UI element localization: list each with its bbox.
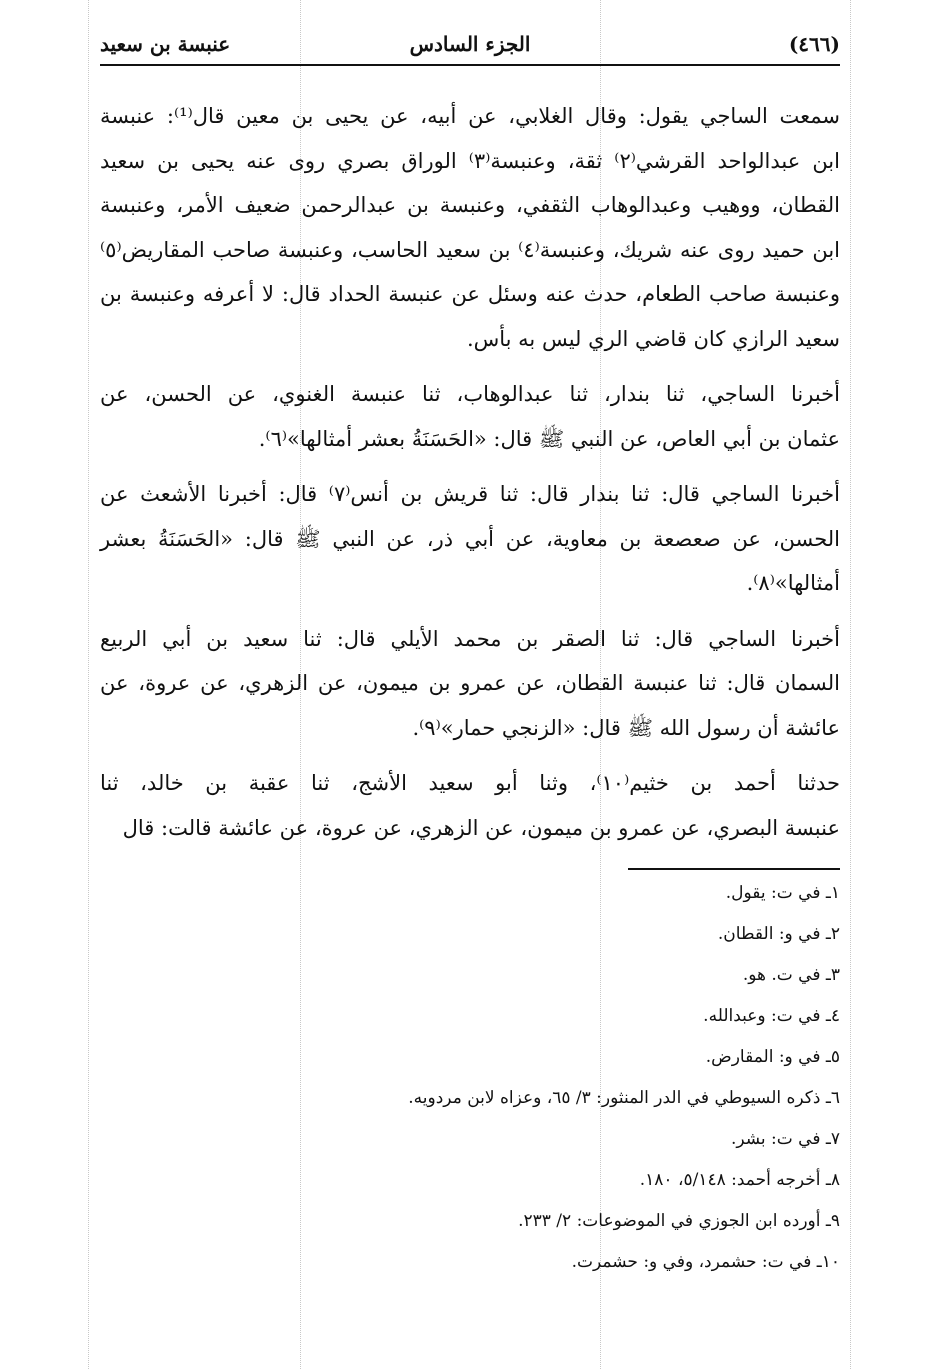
text-line: ابن حميد روى عنه شريك، وعنبسة⁽٤⁾ بن سعيد الحاسب، وعنبسة صاحب المقاريض⁽٥⁾ (100, 237, 840, 262)
footnote: ٦ـ ذكره السيوطي في الدر المنثور: ٣/ ٦٥، وعزاه لابن مردويه. (408, 1088, 840, 1108)
text-line: حدثنا أحمد بن خثيم⁽١٠⁾، وثنا أبو سعيد الأشج، ثنا عقبة بن خالد، ثنا (100, 771, 840, 795)
footnotes (100, 882, 840, 1274)
text-line: عنبسة البصري، عن عمرو بن ميمون، عن الزهري، عن عروة، عن عائشة قالت: قال (122, 815, 840, 840)
text-line: سمعت الساجي يقول: وقال الغلابي، عن أبيه، عن يحيى بن معين قال⁽¹⁾: عنبسة (100, 104, 841, 128)
text-line: عثمان بن أبي العاص، عن النبي ﷺ قال: «الحَسَنَةُ بعشر أمثالها»⁽٦⁾. (258, 426, 840, 451)
paragraph (100, 372, 840, 461)
text-line: ابن عبدالواحد القرشي⁽٢⁾ ثقة، وعنبسة⁽٣⁾ الوراق بصري روى عنه يحيى بن سعيد (100, 148, 840, 173)
footnote: ٤ـ في ت: وعبدالله. (703, 1006, 840, 1026)
volume-title: الجزء السادس (409, 32, 531, 56)
text-line: أخبرنا الساجي قال: ثنا بندار قال: ثنا قريش بن أنس⁽٧⁾ قال: أخبرنا الأشعث عن (100, 482, 840, 506)
footnote-separator (628, 868, 840, 870)
paragraph (100, 472, 840, 606)
scan-fold-line (88, 0, 89, 1369)
page-number: (٤٦٦) (788, 32, 840, 56)
footnote: ٥ـ في و: المقارض. (705, 1047, 840, 1067)
footnote: ١ـ في ت: يقول. (725, 883, 840, 903)
book-page (100, 30, 840, 1292)
text-line: السمان قال: ثنا عنبسة القطان، عن عمرو بن ميمون، عن الزهري، عن عروة، عن (100, 671, 840, 695)
paragraph (100, 761, 840, 850)
footnote: ٣ـ في ت. هو. (742, 965, 840, 985)
footnote: ١٠ـ في ت: حشمرد، وفي و: حشمرت. (571, 1252, 840, 1272)
page-header (100, 30, 840, 66)
footnote: ٩ـ أورده ابن الجوزي في الموضوعات: ٢/ ٢٣٣. (518, 1211, 840, 1231)
text-line: سعيد الرازي كان قاضي الري ليس به بأس. (466, 326, 840, 351)
text-line: وعنبسة صاحب الطعام، حدث عنه وسئل عن عنبسة الحداد قال: لا أعرفه وعنبسة بن (100, 282, 840, 306)
text-line: القطان، ووهيب وعبدالوهاب الثقفي، وعنبسة بن عبدالرحمن ضعيف الأمر، وعنبسة (100, 193, 840, 217)
text-line: الحسن، عن صعصعة بن معاوية، عن أبي ذر، عن النبي ﷺ قال: «الحَسَنَةُ بعشر (100, 526, 840, 551)
footnote: ٧ـ في ت: بشر. (730, 1129, 840, 1149)
paragraph (100, 617, 840, 751)
text-line: أمثالها»⁽٨⁾. (746, 571, 840, 595)
main-text (100, 94, 840, 850)
paragraph (100, 94, 840, 361)
text-line: أخبرنا الساجي، ثنا بندار، ثنا عبدالوهاب، ثنا عنبسة الغنوي، عن الحسن، عن (100, 382, 840, 406)
footnote: ٨ـ أخرجه أحمد: ٥/١٤٨، ١٨٠. (639, 1170, 840, 1190)
scan-fold-line (850, 0, 851, 1369)
entry-name: عنبسة بن سعيد (100, 32, 231, 56)
footnote: ٢ـ في و: القطان. (717, 924, 840, 944)
text-line: أخبرنا الساجي قال: ثنا الصقر بن محمد الأيلي قال: ثنا سعيد بن أبي الربيع (100, 626, 840, 651)
text-line: عائشة أن رسول الله ﷺ قال: «الزنجي حمار»⁽٩⁾. (412, 715, 840, 740)
